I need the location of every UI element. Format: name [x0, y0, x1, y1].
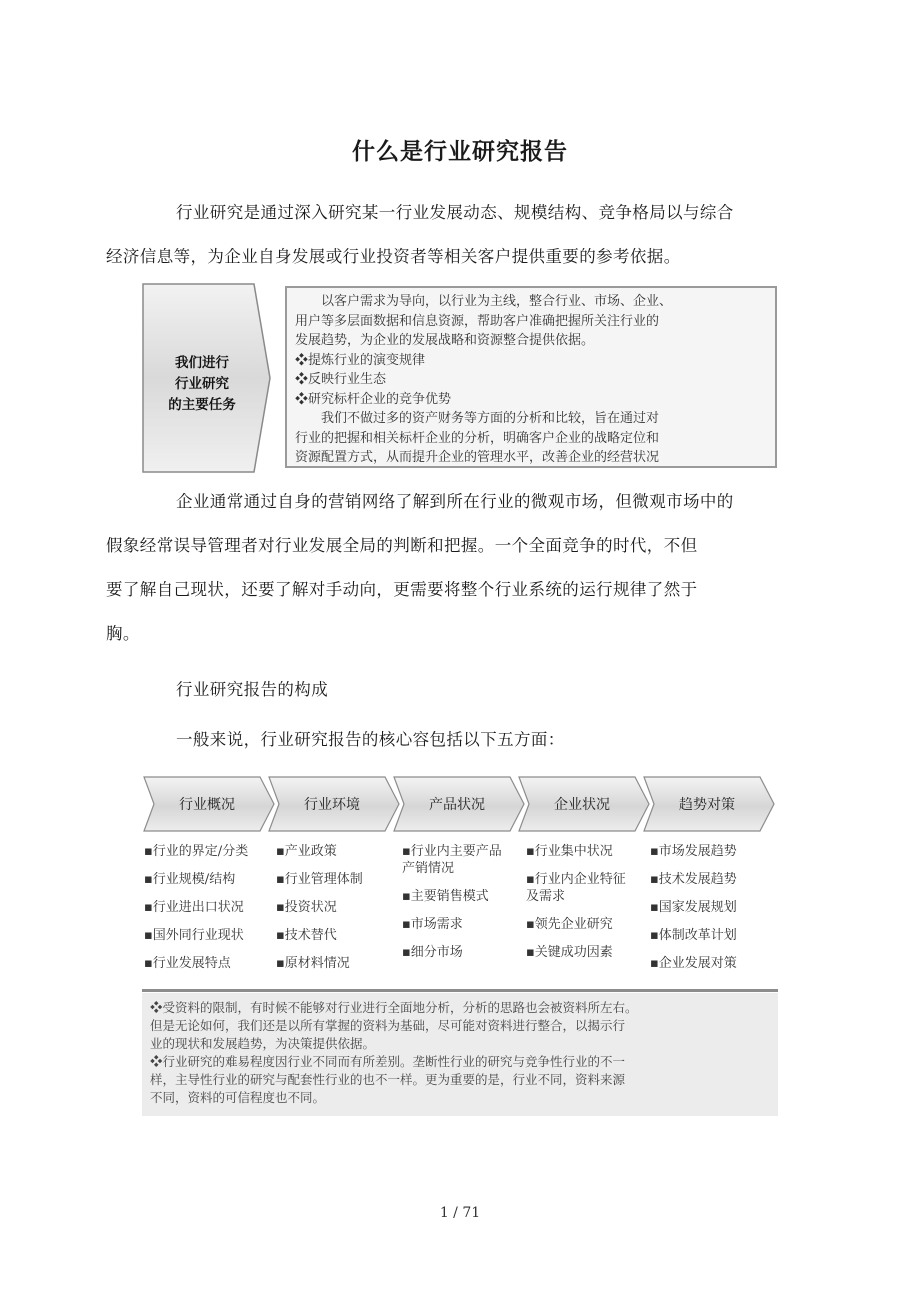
header-label: 产品状况 [429, 797, 485, 813]
note-line: ❖受资料的限制，有时候不能够对行业进行全面地分析，分析的思路也会被资料所左右。 [150, 1000, 638, 1015]
column-item: ▪市场发展趋势 [650, 844, 737, 859]
intro-line-1: 行业研究是通过深入研究某一行业发展动态、规模结构、竞争格局以与综合 [176, 203, 734, 222]
body-paragraph [106, 480, 781, 656]
section-heading: 行业研究报告的构成 [176, 680, 329, 699]
column-industry-environment [276, 843, 394, 983]
column-item: ▪领先企业研究 [526, 917, 613, 932]
tasks-text-line: 行业的把握和相关标杆企业的分析，明确客户企业的战略定位和 [295, 430, 660, 446]
tasks-label-line: 行业研究 [175, 376, 229, 392]
divider-line [142, 989, 778, 992]
header-label: 企业状况 [554, 797, 610, 813]
tasks-bullet: ❖研究标杆企业的竞争优势 [295, 391, 452, 407]
column-item: ▪投资状况 [276, 900, 337, 915]
column-item: ▪行业发展特点 [144, 956, 231, 971]
tasks-text-line: 发展趋势，为企业的发展战略和资源整合提供依据。 [295, 333, 595, 348]
body-line-3: 要了解自己现状，还要了解对手动向，更需要将整个行业系统的运行规律了然于 [106, 580, 698, 599]
column-industry-overview [144, 843, 272, 983]
notes-box [142, 993, 778, 1116]
tasks-label-line: 我们进行 [175, 355, 229, 371]
column-product-status [402, 843, 512, 972]
body-line-1: 企业通常通过自身的营销网络了解到所在行业的微观市场，但微观市场中的 [176, 492, 734, 511]
column-item: ▪国家发展规划 [650, 900, 737, 915]
note-line: 不同，资料的可信程度也不同。 [150, 1090, 326, 1105]
intro-paragraph [106, 191, 781, 279]
column-item: ▪原材料情况 [276, 956, 350, 971]
body-line-2: 假象经常误导管理者对行业发展全局的判断和把握。一个全面竞争的时代，不但 [106, 536, 698, 555]
column-item: ▪主要销售模式 [402, 889, 489, 904]
tasks-text-line: 我们不做过多的资产财务等方面的分析和比较，旨在通过对 [321, 411, 660, 426]
note-line: 但是无论如何，我们还是以所有掌握的资料为基础，尽可能对资料进行整合，以揭示行 [150, 1018, 626, 1033]
tasks-label-line: 的主要任务 [168, 397, 236, 413]
page-title: 什么是行业研究报告 [352, 139, 568, 165]
column-item: ▪行业内主要产品产销情况 [402, 844, 502, 876]
tasks-description-box [285, 286, 777, 468]
intro-line-2: 经济信息等，为企业自身发展或行业投资者等相关客户提供重要的参考依据。 [106, 247, 681, 266]
header-label: 行业概况 [179, 797, 235, 813]
column-item: ▪市场需求 [402, 917, 463, 932]
column-item: ▪行业规模/结构 [144, 872, 236, 887]
column-item: ▪产业政策 [276, 844, 337, 859]
tasks-label [152, 353, 252, 416]
column-item: ▪行业的界定/分类 [144, 844, 249, 859]
column-trend-strategy [650, 843, 778, 983]
note-line: ❖行业研究的难易程度因行业不同而有所差别。垄断性行业的研究与竞争性行业的不一 [150, 1054, 626, 1069]
tasks-bullet: ❖反映行业生态 [295, 372, 387, 387]
header-label: 趋势对策 [679, 797, 735, 813]
tasks-text-line: 以客户需求为导向，以行业为主线，整合行业、市场、企业、 [321, 294, 673, 309]
header-label: 行业环境 [304, 797, 360, 813]
header-arrows [142, 773, 780, 833]
column-item: ▪细分市场 [402, 945, 463, 960]
column-item: ▪行业集中状况 [526, 844, 613, 859]
tasks-text-line: 用户等多层面数据和信息资源，帮助客户准确把握所关注行业的 [295, 313, 660, 329]
tasks-text-line: 资源配置方式，从而提升企业的管理水平，改善企业的经营状况 [295, 450, 660, 465]
note-line: 业的现状和发展趋势，为决策提供依据。 [150, 1036, 376, 1051]
column-item: ▪行业进出口状况 [144, 900, 244, 915]
column-item: ▪企业发展对策 [650, 956, 737, 971]
column-enterprise-status [526, 843, 636, 972]
column-item: ▪行业管理体制 [276, 872, 363, 887]
page-number: 1 / 71 [439, 1205, 481, 1221]
column-item: ▪国外同行业现状 [144, 928, 244, 943]
tasks-bullet: ❖提炼行业的演变规律 [295, 352, 426, 368]
body-line-4: 胸。 [106, 624, 140, 643]
column-item: ▪技术发展趋势 [650, 872, 737, 887]
section-intro: 一般来说，行业研究报告的核心容包括以下五方面： [176, 730, 565, 749]
tasks-diagram [142, 283, 782, 473]
column-item: ▪行业内企业特征及需求 [526, 872, 626, 904]
column-item: ▪关键成功因素 [526, 945, 613, 960]
note-line: 样，主导性行业的研究与配套性行业的也不一样。更为重要的是，行业不同，资料来源 [150, 1072, 626, 1087]
column-item: ▪体制改革计划 [650, 928, 737, 943]
column-item: ▪技术替代 [276, 928, 337, 943]
report-structure-diagram [142, 773, 780, 1118]
